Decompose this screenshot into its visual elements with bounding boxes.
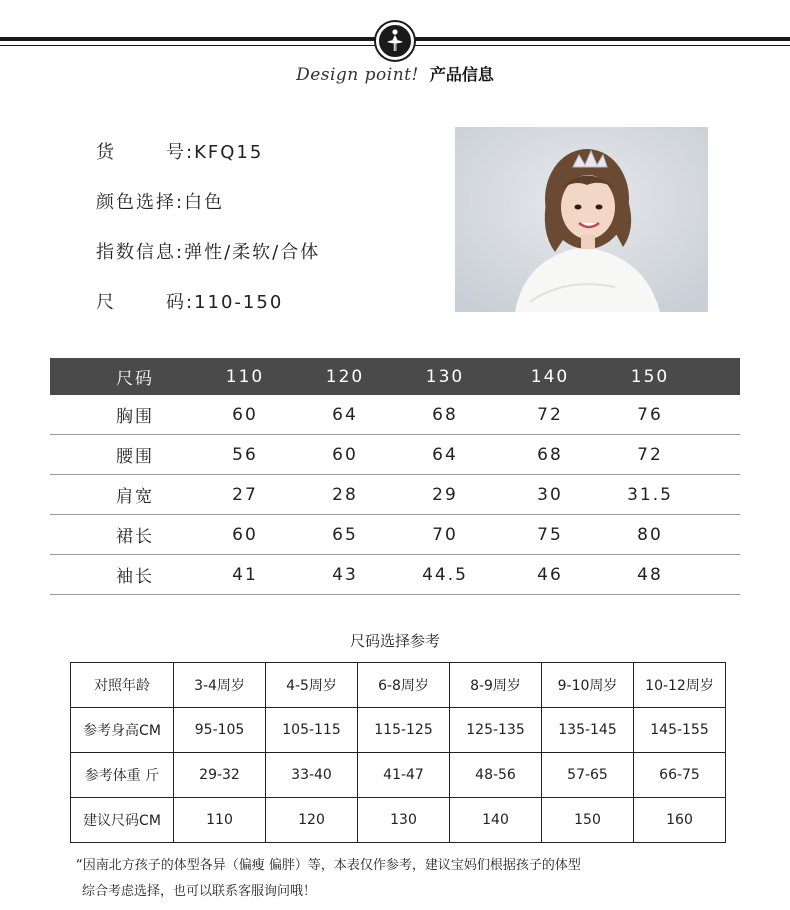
header-cell: 120 (325, 366, 365, 387)
item-number-value: KFQ15 (194, 142, 264, 163)
row-label: 腰围 (116, 447, 154, 467)
table-cell: 10-12周岁 (634, 663, 726, 708)
header-cell: 140 (530, 366, 570, 387)
table-row (71, 708, 726, 753)
table-cell: 29 (432, 484, 458, 505)
footnote-line-2: 综合考虑选择，也可以联系客服询问哦！ (82, 884, 317, 899)
table-cell: 29-32 (174, 753, 266, 798)
girl-photo (455, 127, 708, 312)
table-cell: 9-10周岁 (542, 663, 634, 708)
size-label-a: 尺 (96, 292, 116, 313)
table-cell: 8-9周岁 (450, 663, 542, 708)
table-cell: 64 (332, 404, 358, 425)
table-row (50, 435, 740, 475)
separator: : (176, 192, 185, 213)
table-cell: 31.5 (627, 484, 673, 505)
row-label: 对照年龄 (71, 663, 174, 708)
footnote-line-1: “因南北方孩子的体型各异（偏瘦 偏胖）等，本表仅作参考，建议宝妈们根据孩子的体型 (76, 858, 581, 873)
table-cell: 110 (174, 798, 266, 843)
table-row (50, 475, 740, 515)
item-number-label-a: 货 (96, 142, 116, 163)
table-cell: 56 (232, 444, 258, 465)
header-cell: 尺码 (116, 369, 154, 389)
table-cell: 3-4周岁 (174, 663, 266, 708)
table-cell: 6-8周岁 (358, 663, 450, 708)
table-cell: 41 (232, 564, 258, 585)
table-cell: 46 (537, 564, 563, 585)
row-label: 袖长 (116, 567, 154, 587)
table-cell: 60 (232, 524, 258, 545)
table-cell: 75 (537, 524, 563, 545)
table-cell: 68 (537, 444, 563, 465)
table-row (71, 753, 726, 798)
table-cell: 44.5 (422, 564, 468, 585)
table-cell: 48 (637, 564, 663, 585)
table-cell: 125-135 (450, 708, 542, 753)
table-cell: 57-65 (542, 753, 634, 798)
color-value: 白色 (184, 192, 225, 213)
size-value: 110-150 (194, 292, 284, 313)
row-label: 参考体重 斤 (71, 753, 174, 798)
separator: : (176, 242, 185, 263)
separator: : (186, 142, 195, 163)
reference-title: 尺码选择参考 (349, 632, 440, 650)
color-label: 颜色选择 (96, 192, 176, 213)
table-cell: 28 (332, 484, 358, 505)
table-cell: 140 (450, 798, 542, 843)
info-index (96, 238, 320, 264)
script-title: Design point! (296, 65, 419, 85)
table-cell: 80 (637, 524, 663, 545)
table-row (71, 663, 726, 708)
row-label: 建议尺码CM (71, 798, 174, 843)
table-row (50, 515, 740, 555)
separator: : (186, 292, 195, 313)
table-cell: 64 (432, 444, 458, 465)
info-item-number (96, 138, 263, 164)
table-cell: 70 (432, 524, 458, 545)
table-cell: 60 (332, 444, 358, 465)
table-cell: 27 (232, 484, 258, 505)
table-cell: 65 (332, 524, 358, 545)
section-title (0, 62, 790, 85)
table-cell: 41-47 (358, 753, 450, 798)
reference-table (70, 662, 726, 843)
row-label: 裙长 (116, 527, 154, 547)
table-cell: 150 (542, 798, 634, 843)
info-color (96, 188, 224, 214)
table-cell: 48-56 (450, 753, 542, 798)
header-cell: 110 (225, 366, 265, 387)
table-cell: 4-5周岁 (266, 663, 358, 708)
table-cell: 43 (332, 564, 358, 585)
item-number-label-b: 号 (166, 142, 186, 163)
row-label: 参考身高CM (71, 708, 174, 753)
table-cell: 33-40 (266, 753, 358, 798)
info-size (96, 288, 283, 314)
header-cell: 150 (630, 366, 670, 387)
header-cell: 130 (425, 366, 465, 387)
table-cell: 60 (232, 404, 258, 425)
table-cell: 135-145 (542, 708, 634, 753)
table-cell: 120 (266, 798, 358, 843)
table-row (71, 798, 726, 843)
table-row (50, 395, 740, 435)
row-label: 肩宽 (116, 487, 154, 507)
table-cell: 66-75 (634, 753, 726, 798)
table-cell: 130 (358, 798, 450, 843)
size-table-header (50, 358, 740, 395)
table-cell: 72 (637, 444, 663, 465)
table-cell: 160 (634, 798, 726, 843)
size-label-b: 码 (166, 292, 186, 313)
table-cell: 68 (432, 404, 458, 425)
table-cell: 115-125 (358, 708, 450, 753)
table-cell: 30 (537, 484, 563, 505)
table-cell: 72 (537, 404, 563, 425)
ballerina-icon (376, 22, 414, 60)
row-label: 胸围 (116, 407, 154, 427)
footnote (76, 853, 581, 905)
table-row (50, 555, 740, 595)
table-cell: 76 (637, 404, 663, 425)
table-cell: 145-155 (634, 708, 726, 753)
index-value: 弹性/柔软/合体 (184, 242, 321, 263)
index-label: 指数信息 (96, 242, 176, 263)
size-table (50, 358, 740, 595)
product-info-title: 产品信息 (429, 65, 494, 84)
table-cell: 95-105 (174, 708, 266, 753)
table-cell: 105-115 (266, 708, 358, 753)
